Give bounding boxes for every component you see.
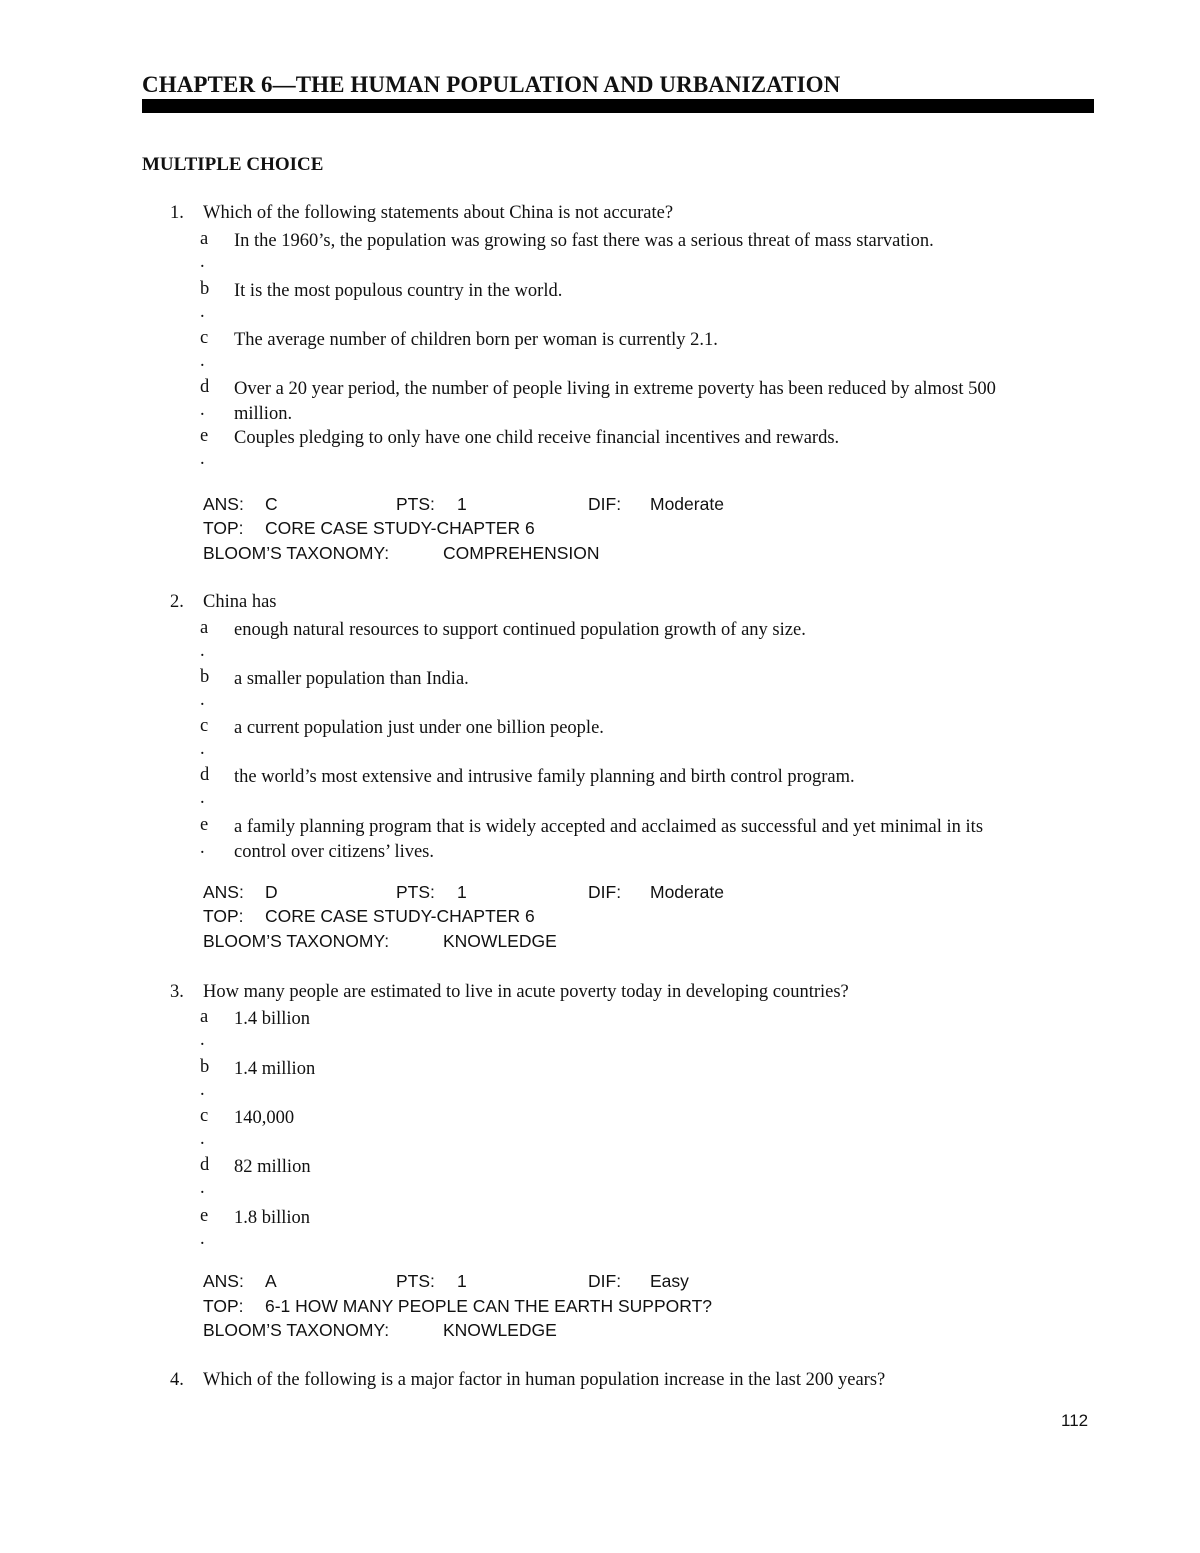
question-number: 3.: [170, 982, 184, 1002]
option-text: enough natural resources to support continued population growth of any size.: [234, 620, 806, 640]
option-text: 140,000: [234, 1108, 295, 1128]
option-letter: d: [200, 1155, 210, 1175]
top-label: TOP:: [203, 518, 244, 538]
top-value: 6-1 HOW MANY PEOPLE CAN THE EARTH SUPPORT?: [265, 1296, 713, 1316]
option-text: In the 1960’s, the population was growing so fast there was a serious threat of mass starvation.: [234, 231, 934, 251]
chapter-title: CHAPTER 6—THE HUMAN POPULATION AND URBANIZATION: [142, 72, 841, 97]
option-dot: .: [200, 351, 205, 371]
ans-label: ANS:: [203, 1271, 244, 1291]
option-letter: d: [200, 765, 210, 785]
page-number: 112: [1061, 1411, 1089, 1430]
option-letter: a: [200, 1007, 209, 1027]
ans-label: ANS:: [203, 494, 244, 514]
option-text: a family planning program that is widely accepted and acclaimed as successful and yet minimal in its control over citizens’ lives.: [234, 817, 984, 862]
section-title: MULTIPLE CHOICE: [142, 154, 324, 175]
option-dot: .: [200, 1229, 205, 1249]
dif-label: DIF:: [588, 494, 622, 514]
option-letter: c: [200, 716, 209, 736]
option-letter: b: [200, 667, 210, 687]
option-dot: .: [200, 1030, 205, 1050]
option-text: the world’s most extensive and intrusive family planning and birth control program.: [234, 767, 855, 787]
question-stem: How many people are estimated to live in acute poverty today in developing countries?: [203, 982, 849, 1002]
top-value: CORE CASE STUDY-CHAPTER 6: [265, 906, 535, 926]
option-text: a current population just under one billion people.: [234, 718, 604, 738]
title-rule: [142, 99, 1094, 113]
option-dot: .: [200, 641, 205, 661]
question-number: 4.: [170, 1370, 184, 1390]
option-letter: c: [200, 1106, 209, 1126]
option-dot: .: [200, 1129, 205, 1149]
question-stem: China has: [203, 592, 277, 612]
pts-label: PTS:: [396, 494, 435, 514]
option-dot: .: [200, 838, 205, 858]
dif-value: Moderate: [650, 882, 724, 902]
pts-value: 1: [457, 882, 467, 902]
option-dot: .: [200, 449, 205, 469]
option-letter: e: [200, 1206, 209, 1226]
option-dot: .: [200, 739, 205, 759]
top-label: TOP:: [203, 906, 244, 926]
option-letter: a: [200, 618, 209, 638]
pts-value: 1: [457, 1271, 467, 1291]
top-value: CORE CASE STUDY-CHAPTER 6: [265, 518, 535, 538]
option-letter: e: [200, 815, 209, 835]
option-dot: .: [200, 1178, 205, 1198]
option-dot: .: [200, 788, 205, 808]
question-stem: Which of the following statements about China is not accurate?: [203, 203, 674, 223]
bloom-label: BLOOM’S TAXONOMY:: [203, 1320, 390, 1340]
bloom-label: BLOOM’S TAXONOMY:: [203, 543, 390, 563]
option-letter: b: [200, 1057, 210, 1077]
ans-value: C: [265, 494, 278, 514]
option-dot: .: [200, 252, 205, 272]
option-letter: b: [200, 279, 210, 299]
option-letter: e: [200, 426, 209, 446]
option-text: 1.4 billion: [234, 1009, 311, 1029]
option-text: The average number of children born per woman is currently 2.1.: [234, 330, 718, 350]
question-stem: Which of the following is a major factor in human population increase in the last 200 years?: [203, 1370, 886, 1390]
pts-label: PTS:: [396, 882, 435, 902]
ans-value: D: [265, 882, 278, 902]
question-number: 2.: [170, 592, 184, 612]
option-text: 82 million: [234, 1157, 311, 1177]
option-dot: .: [200, 1080, 205, 1100]
option-dot: .: [200, 400, 205, 420]
pts-value: 1: [457, 494, 467, 514]
dif-value: Moderate: [650, 494, 724, 514]
option-text: 1.8 billion: [234, 1208, 311, 1228]
ans-label: ANS:: [203, 882, 244, 902]
bloom-value: KNOWLEDGE: [443, 1320, 557, 1340]
option-text: 1.4 million: [234, 1059, 316, 1079]
option-text: Over a 20 year period, the number of people living in extreme poverty has been reduced by almost 500 million.: [234, 379, 996, 424]
option-dot: .: [200, 302, 205, 322]
option-text: It is the most populous country in the world.: [234, 281, 563, 301]
pts-label: PTS:: [396, 1271, 435, 1291]
ans-value: A: [265, 1271, 277, 1291]
bloom-label: BLOOM’S TAXONOMY:: [203, 931, 390, 951]
top-label: TOP:: [203, 1296, 244, 1316]
bloom-value: COMPREHENSION: [443, 543, 600, 563]
option-text: Couples pledging to only have one child receive financial incentives and rewards.: [234, 428, 840, 448]
dif-label: DIF:: [588, 1271, 622, 1291]
option-text: a smaller population than India.: [234, 669, 469, 689]
option-dot: .: [200, 690, 205, 710]
dif-label: DIF:: [588, 882, 622, 902]
option-letter: c: [200, 328, 209, 348]
dif-value: Easy: [650, 1271, 689, 1291]
bloom-value: KNOWLEDGE: [443, 931, 557, 951]
option-letter: d: [200, 377, 210, 397]
question-number: 1.: [170, 203, 184, 223]
option-letter: a: [200, 229, 209, 249]
